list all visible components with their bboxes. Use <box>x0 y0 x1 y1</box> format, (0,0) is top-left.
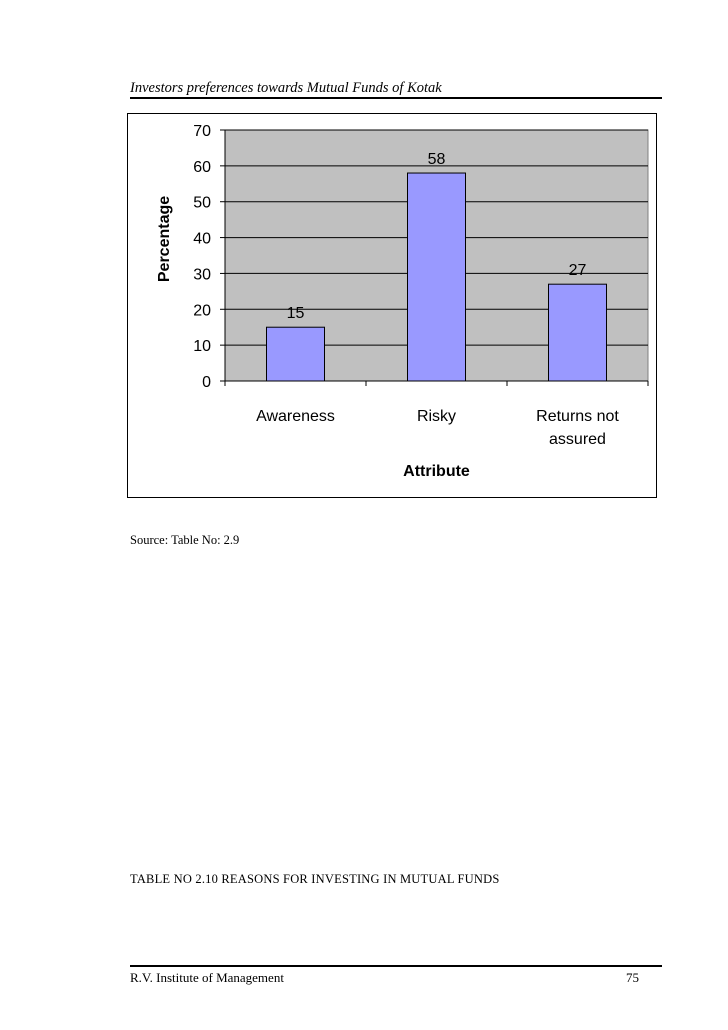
bar <box>549 284 607 381</box>
table-title: TABLE NO 2.10 REASONS FOR INVESTING IN MUTUAL FUNDS <box>130 872 500 886</box>
bar-data-label: 27 <box>568 262 587 280</box>
x-axis-title: Attribute <box>403 463 470 480</box>
bar-data-label: 58 <box>427 151 446 169</box>
bar-chart-frame <box>127 113 657 498</box>
y-tick-label: 20 <box>193 302 211 320</box>
footer-divider <box>130 965 662 967</box>
y-tick-label: 10 <box>193 338 211 356</box>
y-axis-title: Percentage <box>156 195 173 283</box>
y-tick-label: 50 <box>193 194 211 212</box>
y-tick-label: 40 <box>193 230 211 248</box>
bar <box>267 327 325 381</box>
y-tick-label: 0 <box>202 374 211 391</box>
footer-page-number: 75 <box>626 970 639 985</box>
x-category-label: Returns not <box>536 408 619 425</box>
y-tick-label: 30 <box>193 266 211 284</box>
source-note: Source: Table No: 2.9 <box>130 533 240 547</box>
bar-chart <box>128 114 656 497</box>
x-category-label: assured <box>549 431 606 448</box>
header-divider <box>130 97 662 99</box>
bar-data-label: 15 <box>286 305 305 323</box>
bar <box>408 173 466 381</box>
y-tick-label: 70 <box>193 123 211 140</box>
x-category-label: Awareness <box>256 408 335 425</box>
page-header-title: Investors preferences towards Mutual Funds of Kotak <box>130 80 442 96</box>
x-category-label: Risky <box>416 408 457 425</box>
y-tick-label: 60 <box>193 158 211 176</box>
footer-institution: R.V. Institute of Management <box>130 970 284 985</box>
